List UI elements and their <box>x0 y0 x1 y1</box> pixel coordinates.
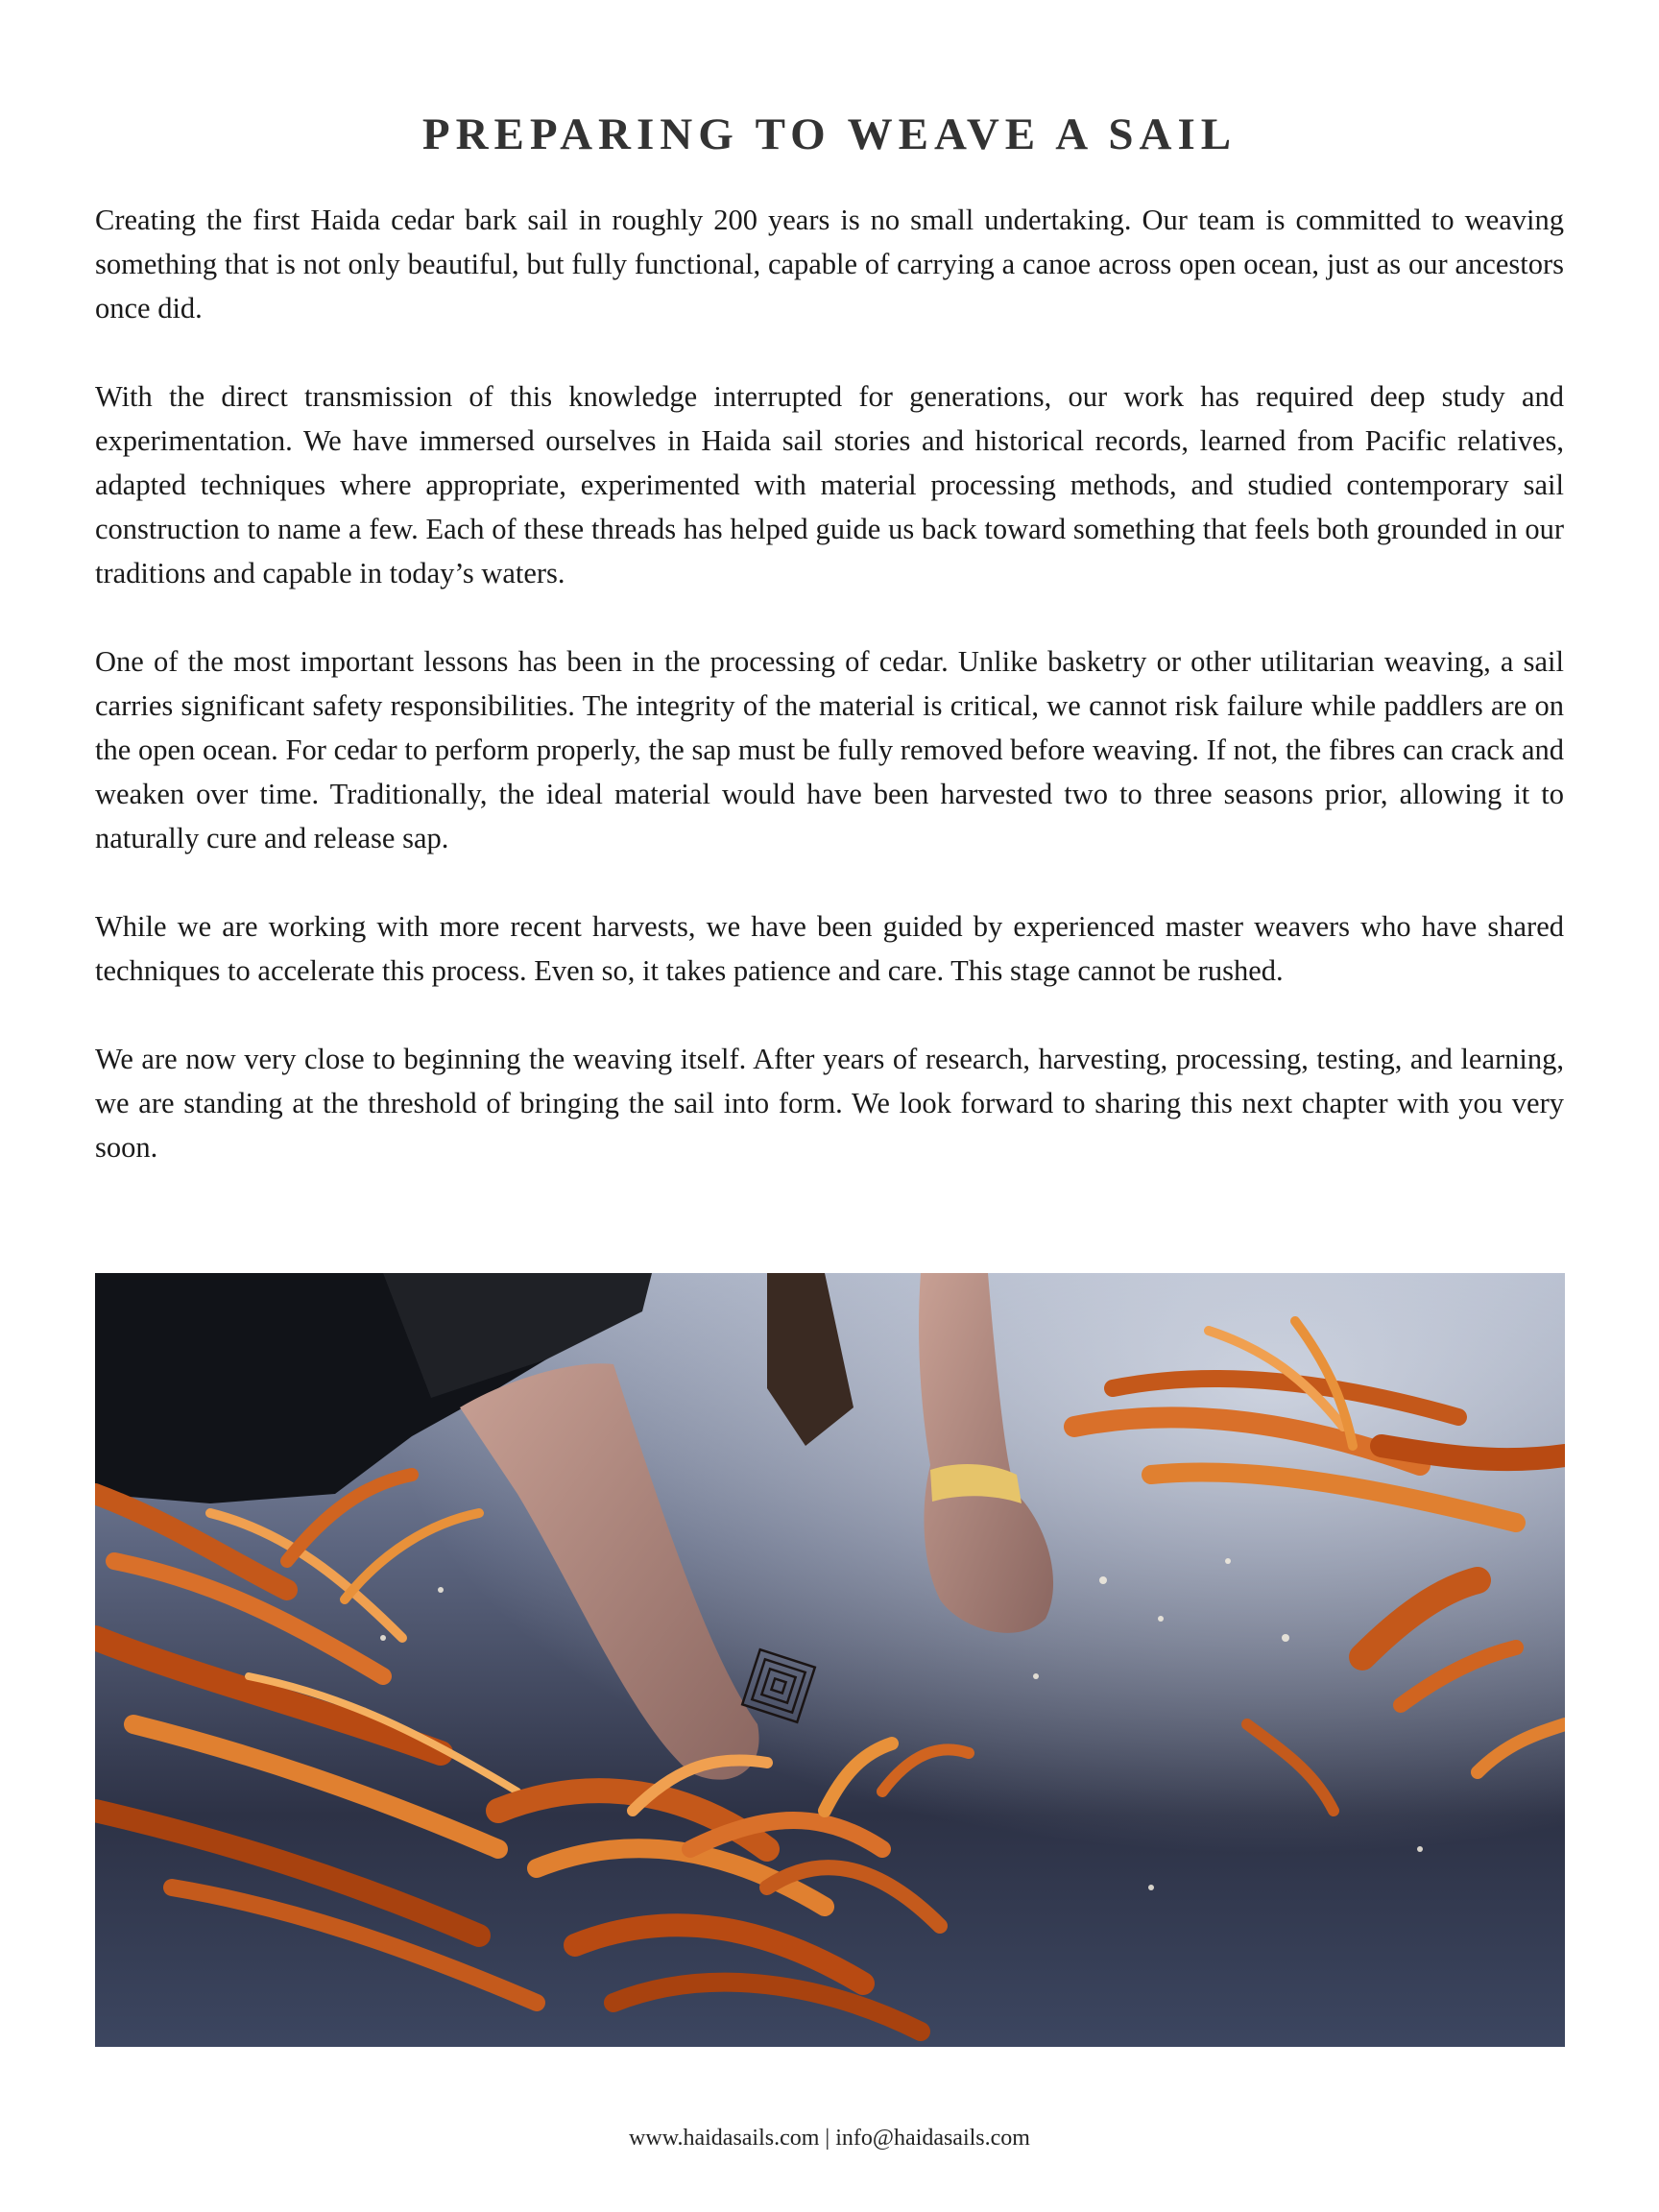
paragraph: While we are working with more recent harvests, we have been guided by experienced master weavers who have shared techniques to accelerate this process. Even so, it takes patience and care. This stage cannot be rushed. <box>95 910 1564 987</box>
paragraph: One of the most important lessons has been in the processing of cedar. Unlike basketry or other utilitarian weaving, a sail carries significant safety responsibilities. The integrity of the material is critical, we cannot risk failure while paddlers are on the open ocean. For cedar to perform properly, the sap must be fully removed before weaving. If not, the fibres can crack and weaken over time. Traditionally, the ideal material would have been harvested two to three seasons prior, allowing it to naturally cure and release sap. <box>95 645 1564 854</box>
paragraph: Creating the first Haida cedar bark sail in roughly 200 years is no small undertaking. Our team is committed to weaving something that is not only beautiful, but fully functional, capable of carrying a canoe across open ocean, just as our ancestors once did. <box>95 204 1564 325</box>
page-title: PREPARING TO WEAVE A SAIL <box>421 109 1238 159</box>
photo-illustration <box>95 1273 1565 2047</box>
footer-contact: www.haidasails.com | info@haidasails.com <box>629 2126 1030 2151</box>
article-body <box>95 198 1564 1214</box>
paragraph: With the direct transmission of this knowledge interrupted for generations, our work has required deep study and experimentation. We have immersed ourselves in Haida sail stories and historical records, learned from Pacific relatives, adapted techniques where appropriate, experimented with material processing methods, and studied contemporary sail construction to name a few. Each of these threads has helped guide us back toward something that feels both grounded in our traditions and capable in today’s waters. <box>95 380 1564 589</box>
cedar-soaking-photo <box>95 1273 1565 2047</box>
paragraph: We are now very close to beginning the weaving itself. After years of research, harvesting, processing, testing, and learning, we are standing at the threshold of bringing the sail into form. We look forward to sharing this next chapter with you very soon. <box>95 1043 1564 1164</box>
